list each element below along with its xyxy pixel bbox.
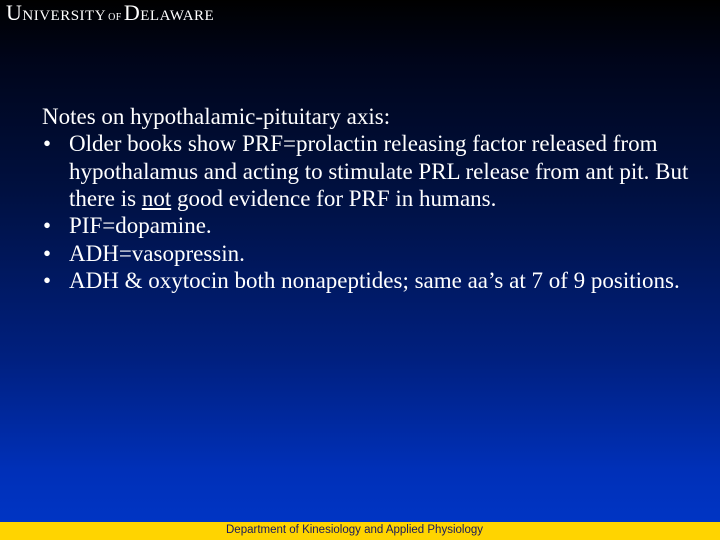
bullet-item-nonapeptides: [42, 267, 702, 294]
bullet-item-pif: [42, 212, 702, 239]
logo-delaware-initial: D: [123, 0, 141, 25]
footer-department-text: Department of Kinesiology and Applied Physiology: [226, 524, 483, 536]
logo-university-rest: NIVERSITY: [22, 8, 107, 24]
bullet-dot: •: [43, 268, 52, 294]
logo-university-initial: U: [6, 0, 23, 25]
bullet-text-part: good evidence for PRF in humans.: [171, 186, 497, 212]
underlined-word: not: [141, 186, 172, 212]
bullet-dot: •: [43, 240, 52, 266]
bullet-text: ADH=vasopressin.: [69, 240, 245, 266]
university-logo: [6, 2, 214, 30]
slide-heading: Notes on hypothalamic-pituitary axis:: [42, 104, 391, 129]
bullet-text: PIF=dopamine.: [69, 213, 212, 239]
bullet-dot: •: [43, 213, 52, 239]
bullet-text: ADH & oxytocin both nonapeptides; same aa’s at 7 of 9 positions.: [69, 268, 680, 294]
bullet-text-part: Older books show PRF=prolactin releasing factor released from hypothalamus and acting to stimulate PRL release from ant pit. But there is: [69, 131, 689, 212]
bullet-item-prf: [42, 130, 702, 212]
bullet-dot: •: [43, 131, 52, 157]
logo-of: OF: [108, 12, 122, 23]
bullet-item-adh: [42, 240, 702, 267]
slide-body: [42, 103, 702, 295]
bullet-list: [42, 130, 702, 294]
logo-delaware-rest: ELAWARE: [140, 8, 215, 24]
